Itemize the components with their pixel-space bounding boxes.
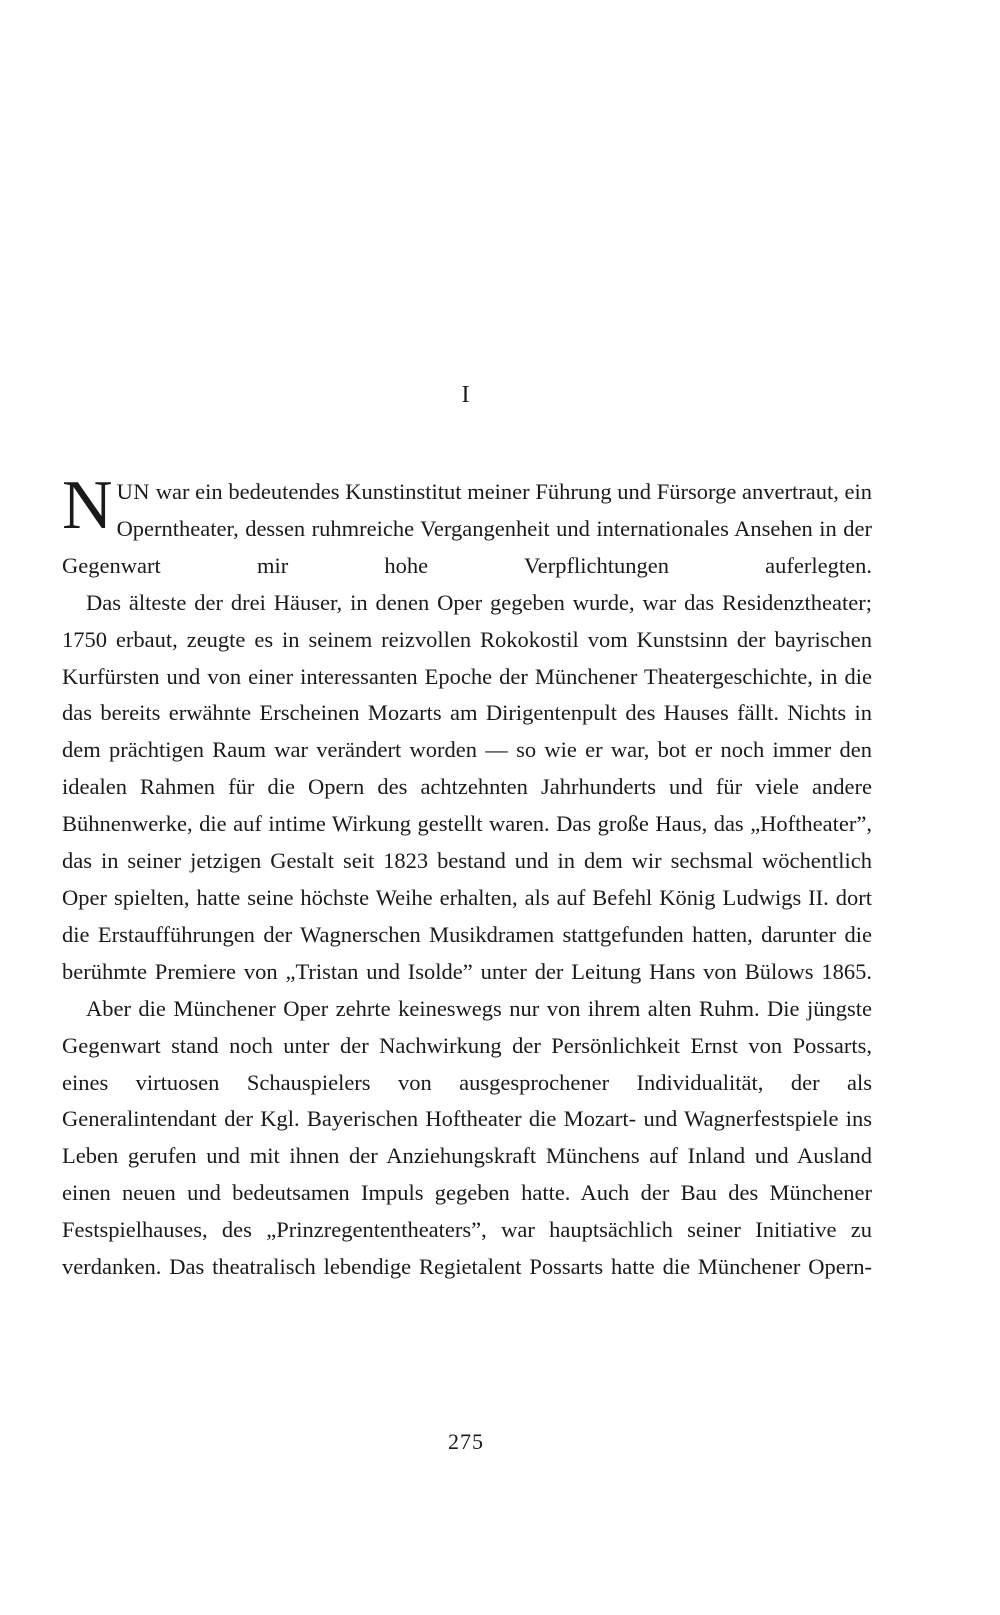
paragraph-3: Aber die Münchener Oper zehrte keineswegs nur von ihrem alten Ruhm. Die jüngste Gegenwart stand noch unter der Nachwirkung der Persönlichkeit Ernst von Possarts, eines virtuosen Schauspielers von ausgesprochener Individualität, der als Generalintendant der Kgl. Bayerischen Hoftheater die Mozart- und Wagnerfestspiele ins Leben gerufen und mit ihnen der Anziehungskraft Münchens auf Inland und Ausland einen neuen und bedeutsamen Impuls gegeben hatte. Auch der Bau des Münchener Festspielhauses, des „Prinzregententheaters”, war hauptsächlich seiner Initiative zu verdanken. Das theatralisch lebendige Regietalent Possarts hatte die Münchener Opern- — [62, 995, 872, 1280]
paragraph-2: Das älteste der drei Häuser, in denen Oper gegeben wurde, war das Residenztheater; 1750 erbaut, zeugte es in seinem reizvollen Rokokostil vom Kunstsinn der bayrischen Kurfürsten und von einer interessanten Epoche der Münchener Theatergeschichte, in die das bereits erwähnte Erscheinen Mozarts am Dirigentenpult des Hauses fällt. Nichts in dem prächtigen Raum war verändert worden — so wie er war, bot er noch immer den idealen Rahmen für die Opern des achtzehnten Jahrhunderts und für viele andere Bühnenwerke, die auf intime Wirkung gestellt waren. Das große Haus, das „Hoftheater”, das in seiner jetzigen Gestalt seit 1823 bestand und in dem wir sechsmal wöchentlich Oper spielten, hatte seine höchste Weihe erhalten, als auf Befehl König Ludwigs II. dort die Erstaufführungen der Wagnerschen Musikdramen stattgefunden hatten, darunter die berühmte Premiere von „Tristan und Isolde” unter der Leitung Hans von Bülows 1865. — [62, 589, 872, 984]
page-number: 275 — [448, 1429, 484, 1454]
paragraph-1-text: war ein bedeutendes Kunstinstitut meiner Führung und Fürsorge anvertraut, ein Operntheater, dessen ruhmreiche Vergangenheit und internationales Ansehen in der Gegenwart mir hohe Verpflichtungen auferlegten. — [62, 479, 872, 578]
drop-cap: N — [62, 467, 113, 544]
paragraph-1 — [62, 467, 872, 585]
chapter-number: I — [461, 382, 471, 408]
lead-small-caps: UN — [116, 479, 151, 504]
body-text — [62, 467, 872, 1286]
